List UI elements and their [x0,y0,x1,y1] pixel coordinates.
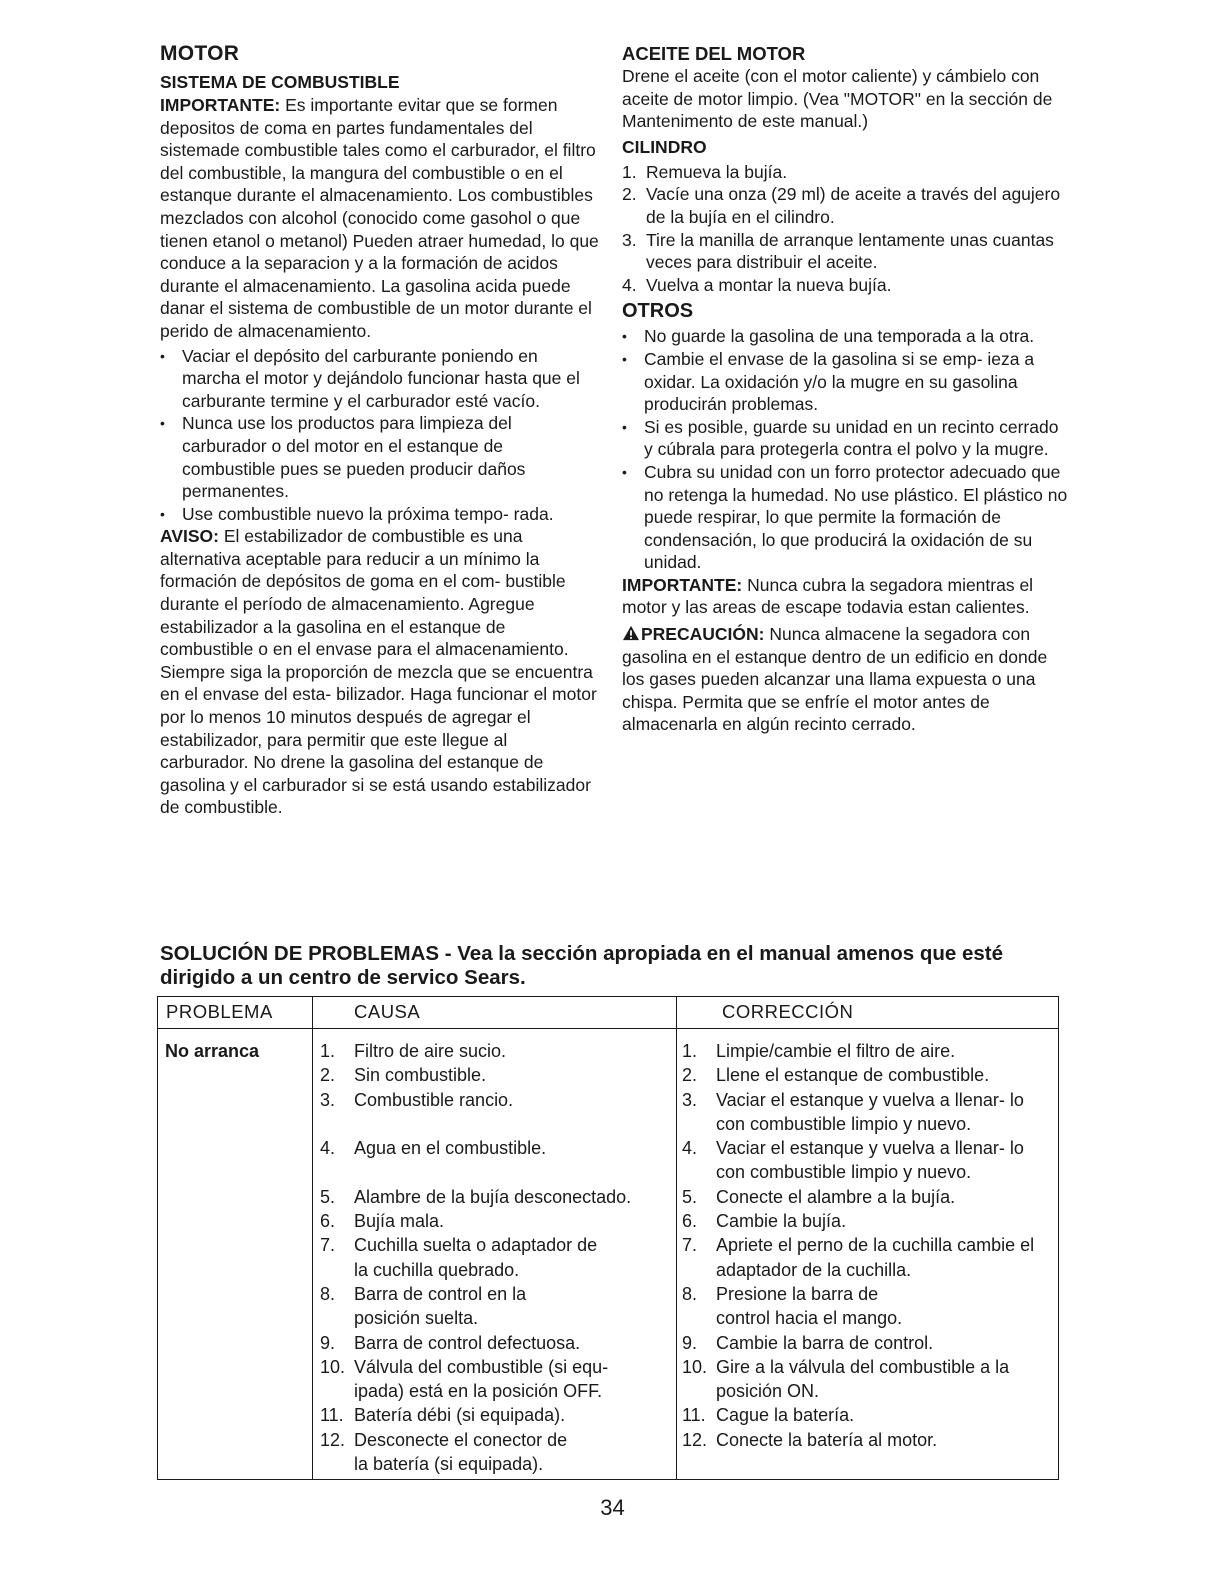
list-item [678,1282,1056,1331]
right-important-paragraph [622,574,1070,619]
item-number: 5. [320,1186,336,1207]
header-divider [158,1028,1058,1029]
caution-text: Nunca almacene la segadora con gasolina en el estanque dentro de un edificio en donde los gases pueden alcanzar una llama expuesta o una chispa. Permita que se enfríe el motor antes de almacenarla en algún recinto cerrado. [622,624,1048,735]
item-text: Bujía mala. [354,1211,445,1232]
item-text: Conecte el alambre a la bujía. [716,1186,956,1207]
item-text: Sin combustible. [354,1065,487,1086]
important-text: Es importante evitar que se formen depositos de coma en partes fundamentales del sistemade combustible tales como el carburador, el filtro del combustible, la mangura del combustible o en el estanque durante el almacenamiento. Los combustibles mezclados con alcohol (conocido come gasohol o que tienen etanol o metanol) Pueden atraer humedad, lo que conduce a la separacion y a la formación de acidos durante el almacenamiento. La gasolina acida puede danar el sistema de combustible de un motor durante el perido de almacenamiento. [160,95,599,341]
item-number: 12. [682,1429,708,1450]
item-number: 10. [682,1356,708,1377]
list-item [316,1355,671,1404]
caution-label: PRECAUCIÓN: [641,624,765,645]
item-number: 2. [682,1065,698,1086]
column-divider [676,997,677,1479]
list-item [622,274,1070,297]
item-text: Llene el estanque de combustible. [716,1065,990,1086]
step-number: 1. [622,161,637,182]
list-item [316,1063,671,1087]
item-text: Vaciar el estanque y vuelva a llenar- lo con combustible limpio y nuevo. [716,1089,1024,1134]
item-text: Cambie la barra de control. [716,1332,934,1353]
list-item [678,1185,1056,1209]
step-number: 3. [622,229,637,250]
list-item [316,1088,671,1137]
list-item [316,1331,671,1355]
item-text: Barra de control defectuosa. [354,1332,581,1353]
item-number: 1. [682,1041,698,1061]
list-item [622,183,1070,228]
list-item [678,1209,1056,1233]
list-item [622,229,1070,274]
item-text: Filtro de aire sucio. [354,1041,507,1061]
warning-triangle-icon [622,625,640,641]
item-number: 2. [320,1065,336,1086]
item-number: 7. [682,1235,698,1256]
right-column [622,42,1070,736]
list-item [678,1136,1056,1185]
header-problem: PROBLEMA [166,1001,273,1022]
item-text: Apriete el perno de la cuchilla cambie el adaptador de la cuchilla. [716,1235,1035,1280]
item-text: Válvula del combustible (si equ- ipada) está en la posición OFF. [354,1356,609,1402]
item-number: 6. [682,1211,698,1232]
list-item [316,1209,671,1233]
list-item [678,1331,1056,1355]
list-item [622,161,1070,184]
list-item [678,1063,1056,1087]
item-number: 10. [320,1356,346,1377]
item-text: Desconecte el conector de la batería (si equipada). [354,1429,568,1475]
troubleshooting-title: SOLUCIÓN DE PROBLEMAS - Vea la sección apropiada en el manual amenos que esté dirigido a un centro de servico Sears. [160,942,1004,989]
item-number: 1. [320,1041,336,1061]
header-correction: CORRECCIÓN [722,1001,854,1022]
item-number: 9. [320,1332,336,1353]
page-number: 34 [600,1495,625,1520]
header-cause: CAUSA [354,1001,421,1022]
list-item [678,1039,1056,1063]
aviso-text: El estabilizador de combustible es una alternativa aceptable para reducir a un mínimo la formación de depósitos de goma en el com- bustible durante el período de almacenamiento. Agregue estabilizador a la gasolina en el estanque de combustible o en el envase para el almacenamiento. Siempre siga la proporción de mezcla que se encuentra en el envase del esta- bilizador. Haga funcionar el motor por lo menos 10 minutos después de agregar el estabilizador, para permitir que este llegue al carburador. No drene la gasolina del estanque de gasolina y el carburador si se está usando estabilizador de combustible. [160,526,597,818]
step-number: 4. [622,274,637,295]
list-item [316,1136,671,1185]
important-text: Nunca cubra la segadora mientras el motor y las areas de escape todavia estan calientes. [622,574,1034,618]
aviso-paragraph [160,525,600,819]
left-column [160,42,600,819]
problem-cell: No arranca [165,1041,260,1061]
fuel-important-paragraph [160,94,600,343]
step-number: 2. [622,184,637,205]
cylinder-steps [622,161,1070,297]
item-text: Presione la barra de control hacia el mango. [716,1283,903,1329]
others-heading: OTROS [622,300,694,323]
list-item: • No guarde la gasolina de una temporada a la otra. [622,325,1070,348]
item-number: 12. [320,1429,346,1450]
list-item: • Nunca use los productos para limpieza del carburador o del motor en el estanque de combustible pues se pueden producir daños permanentes. [160,412,600,502]
item-text: Cague la batería. [716,1405,855,1426]
item-number: 8. [320,1283,336,1304]
list-item: • Vaciar el depósito del carburante poniendo en marcha el motor y dejándolo funcionar hasta que el carburante termine y el carburador esté vacío. [160,345,600,413]
item-text: Batería débi (si equipada). [354,1405,566,1426]
item-number: 3. [320,1089,336,1110]
item-text: Cuchilla suelta o adaptador de la cuchilla quebrado. [354,1235,598,1280]
list-item [316,1185,671,1209]
column-divider [312,997,313,1479]
list-item: • Use combustible nuevo la próxima tempo- rada. [160,503,600,526]
list-item [678,1088,1056,1137]
item-number: 5. [682,1186,698,1207]
troubleshooting-table [157,996,1059,1480]
item-text: Barra de control en la posición suelta. [354,1283,527,1329]
caution-paragraph [622,623,1070,736]
item-number: 11. [682,1405,706,1426]
item-number: 11. [320,1405,344,1426]
item-text: Limpie/cambie el filtro de aire. [716,1041,956,1061]
fuel-bullets [160,345,600,526]
item-number: 8. [682,1283,698,1304]
cause-list [316,1039,671,1476]
step-text: Remueva la bujía. [646,161,788,182]
step-text: Vacíe una onza (29 ml) de aceite a través del agujero de la bujía en el cilindro. [646,184,1061,227]
motor-heading: MOTOR [160,42,240,65]
item-number: 4. [682,1138,698,1159]
important-label: IMPORTANTE: [160,95,281,115]
fuel-system-heading: SISTEMA DE COMBUSTIBLE [160,72,400,92]
list-item [678,1428,1056,1452]
engine-oil-heading: ACEITE DEL MOTOR [622,43,806,64]
item-number: 6. [320,1211,336,1232]
list-item: • Si es posible, guarde su unidad en un recinto cerrado y cúbrala para protegerla contra el polvo y la mugre. [622,416,1070,461]
others-bullets [622,325,1070,574]
list-item [678,1403,1056,1427]
item-text: Vaciar el estanque y vuelva a llenar- lo con combustible limpio y nuevo. [716,1138,1024,1183]
list-item [316,1428,671,1477]
item-number: 4. [320,1138,336,1159]
list-item [678,1355,1056,1404]
item-text: Conecte la batería al motor. [716,1429,938,1450]
item-text: Combustible rancio. [354,1089,514,1110]
item-text: Gire a la válvula del combustible a la posición ON. [716,1356,1010,1402]
step-text: Vuelva a montar la nueva bujía. [646,274,892,295]
important-label: IMPORTANTE: [622,574,743,595]
list-item [316,1282,671,1331]
aviso-label: AVISO: [160,526,219,547]
engine-oil-text: Drene el aceite (con el motor caliente) y cámbielo con aceite de motor limpio. (Vea "MOTOR" en la sección de Mantenimento de este manual.) [622,66,1053,132]
item-number: 3. [682,1089,698,1110]
item-text: Alambre de la bujía desconectado. [354,1186,632,1207]
list-item [316,1039,671,1063]
list-item: • Cubra su unidad con un forro protector adecuado que no retenga la humedad. No use plástico. El plástico no puede respirar, lo que permite la formación de condensación, lo que producirá la oxidación de su unidad. [622,461,1070,574]
cylinder-heading: CILINDRO [622,136,707,157]
list-item [678,1233,1056,1282]
item-number: 7. [320,1235,336,1256]
list-item: • Cambie el envase de la gasolina si se emp- ieza a oxidar. La oxidación y/o la mugre en su gasolina producirán problemas. [622,348,1070,416]
list-item [316,1403,671,1427]
item-number: 9. [682,1332,698,1353]
list-item [316,1233,671,1282]
correction-list [678,1039,1056,1452]
item-text: Cambie la bujía. [716,1211,847,1232]
item-text: Agua en el combustible. [354,1138,547,1159]
step-text: Tire la manilla de arranque lentamente unas cuantas veces para distribuir el aceite. [646,229,1054,273]
